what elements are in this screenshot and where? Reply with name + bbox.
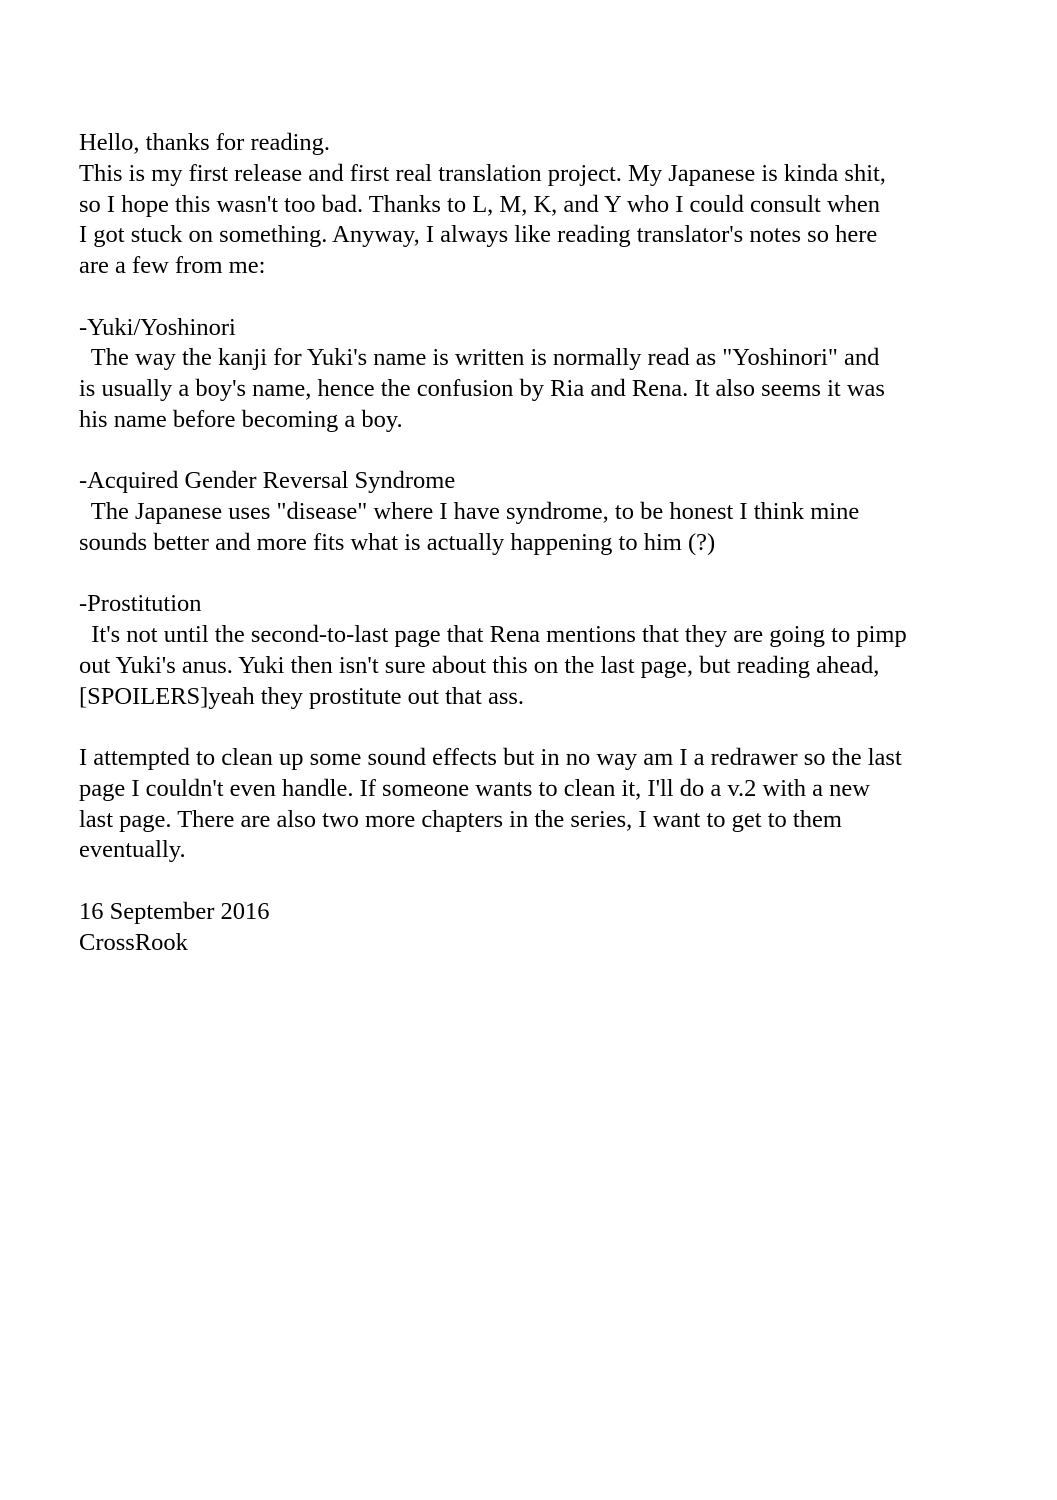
note-line: It's not until the second-to-last page that Rena mentions that they are going to pimp	[79, 621, 907, 648]
intro-line: are a few from me:	[79, 252, 266, 279]
closing-line: page I couldn't even handle. If someone wants to clean it, I'll do a v.2 with a new	[79, 774, 870, 802]
note-line: The Japanese uses "disease" where I have syndrome, to be honest I think mine	[79, 498, 860, 525]
intro-line: so I hope this wasn't too bad. Thanks to L, M, K, and Y who I could consult when	[79, 190, 881, 218]
paragraph-gap	[79, 559, 1019, 590]
note-heading: -Yuki/Yoshinori	[79, 313, 236, 341]
paragraph-gap	[79, 436, 1019, 467]
note-line: The way the kanji for Yuki's name is written is normally read as "Yoshinori" and	[79, 344, 880, 372]
intro-line: I got stuck on something. Anyway, I always like reading translator's notes so here	[79, 221, 878, 249]
author-signature: CrossRook	[79, 928, 188, 956]
translator-notes-page	[79, 128, 1019, 958]
closing-line: I attempted to clean up some sound effects but in no way am I a redrawer so the last	[79, 744, 902, 771]
closing-line: eventually.	[79, 836, 186, 864]
note-gender-reversal	[79, 466, 1019, 558]
note-prostitution	[79, 589, 1019, 712]
note-line: out Yuki's anus. Yuki then isn't sure about this on the last page, but reading ahead,	[79, 651, 880, 679]
intro-paragraph	[79, 159, 1019, 282]
note-line: his name before becoming a boy.	[79, 405, 403, 433]
paragraph-gap	[79, 712, 1019, 743]
paragraph-gap	[79, 282, 1019, 313]
paragraph-gap	[79, 866, 1019, 897]
closing-line: last page. There are also two more chapters in the series, I want to get to them	[79, 805, 842, 833]
note-line: is usually a boy's name, hence the confusion by Ria and Rena. It also seems it was	[79, 375, 885, 402]
closing-paragraph	[79, 743, 1019, 866]
note-heading: -Acquired Gender Reversal Syndrome	[79, 467, 456, 495]
greeting-line: Hello, thanks for reading.	[79, 129, 331, 156]
intro-line: This is my first release and first real translation project. My Japanese is kinda shit,	[79, 159, 886, 187]
note-heading: -Prostitution	[79, 590, 202, 618]
date-line: 16 September 2016	[79, 897, 270, 925]
note-yuki-yoshinori	[79, 313, 1019, 436]
note-line: [SPOILERS]yeah they prostitute out that ass.	[79, 682, 525, 710]
note-line: sounds better and more fits what is actually happening to him (?)	[79, 528, 716, 556]
